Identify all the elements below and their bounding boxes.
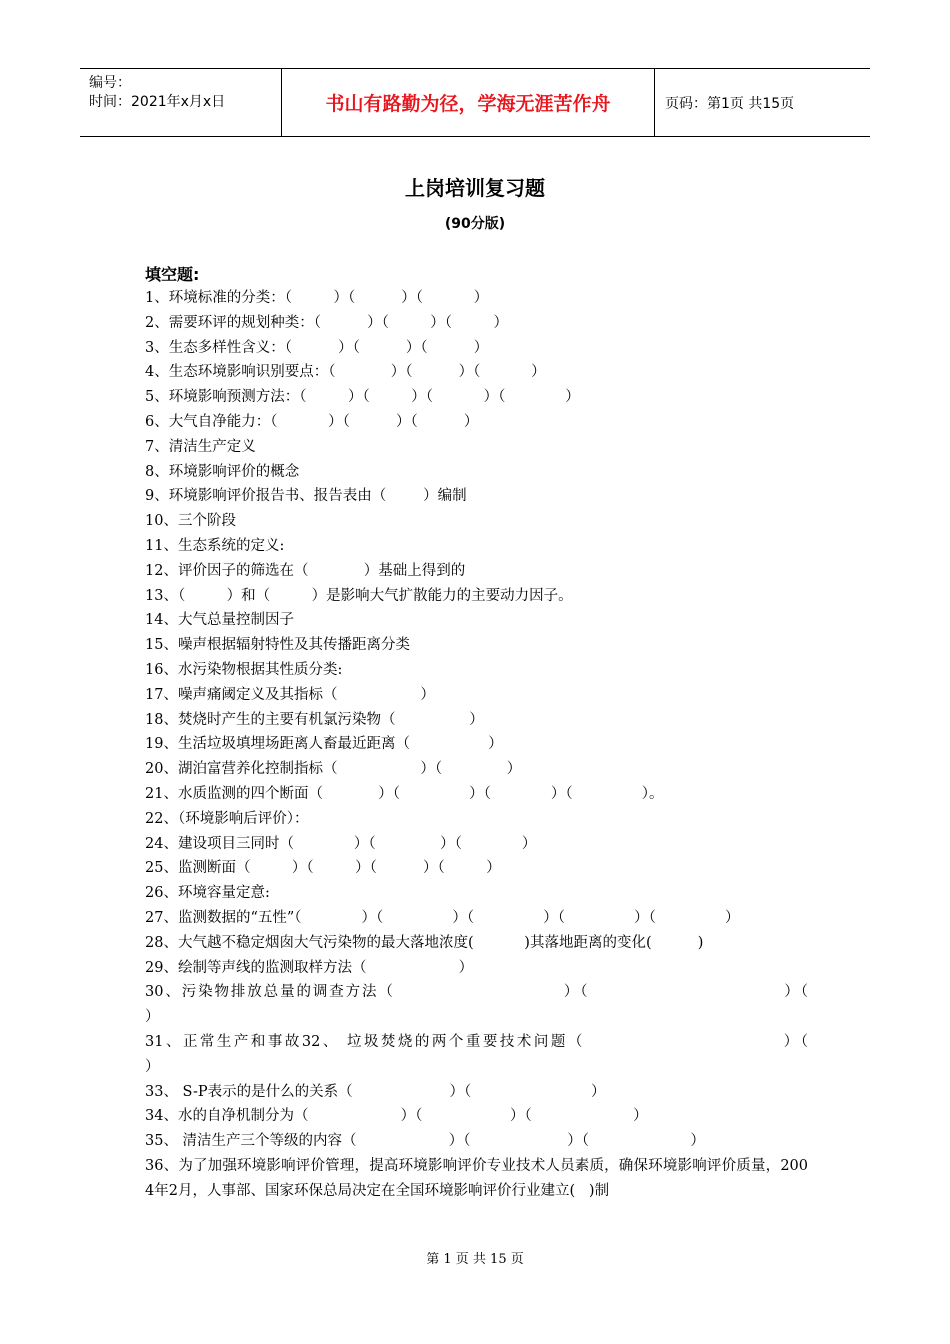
question-item: 11、生态系统的定义: bbox=[145, 537, 285, 554]
question-item: 13、（ ）和（ ）是影响大气扩散能力的主要动力因子。 bbox=[145, 587, 573, 604]
question-item: 21、水质监测的四个断面（ ）（ ）（ ）（ ）。 bbox=[145, 785, 664, 802]
question-item: 9、环境影响评价报告书、报告表由（ ）编制 bbox=[145, 488, 467, 505]
question-item: 19、生活垃圾填埋场距离人畜最近距离（ ） bbox=[145, 736, 503, 753]
question-item: 22、（环境影响后评价）： bbox=[145, 810, 309, 827]
question-item: 7、清洁生产定义 bbox=[145, 438, 256, 455]
header-motto: 书山有路勤为径，学海无涯苦作舟 bbox=[282, 69, 655, 136]
question-item: 16、水污染物根据其性质分类: bbox=[145, 661, 343, 678]
question-item: 18、焚烧时产生的主要有机氯污染物（ ） bbox=[145, 711, 484, 728]
header-page-info: 页码：第1页 共15页 bbox=[665, 95, 795, 112]
question-item: 3、生态多样性含义：（ ）（ ）（ ） bbox=[145, 339, 489, 356]
header-meta bbox=[80, 69, 282, 136]
document-title: 上岗培训复习题 bbox=[405, 176, 545, 200]
question-item: 35、 清洁生产三个等级的内容（ ）（ ）（ ） bbox=[145, 1133, 705, 1150]
document-subtitle: (90分版) bbox=[444, 216, 506, 232]
question-item: 20、湖泊富营养化控制指标（ ）（ ） bbox=[145, 761, 522, 778]
question-item: 1、环境标准的分类：（ ）（ ）（ ） bbox=[145, 290, 489, 306]
question-item: 27、监测数据的“五性”（ ）（ ）（ ）（ ）（ ） bbox=[145, 909, 740, 926]
question-item: 15、噪声根据辐射特性及其传播距离分类 bbox=[145, 637, 410, 654]
question-item: 26、环境容量定意: bbox=[145, 885, 270, 902]
question-item: 2、需要环评的规划种类：（ ）（ ）（ ） bbox=[145, 314, 509, 331]
page-footer: 第 1 页 共 15 页 bbox=[426, 1252, 524, 1267]
question-item: 29、绘制等声线的监测取样方法（ ） bbox=[145, 959, 474, 976]
question-item: 6、大气自净能力：（ ）（ ）（ ） bbox=[145, 413, 479, 430]
question-item: 25、监测断面（ ）（ ）（ ）（ ） bbox=[145, 860, 501, 877]
question-item: 12、评价因子的筛选在（ ）基础上得到的 bbox=[145, 562, 466, 579]
question-item: 28、大气越不稳定烟囱大气污染物的最大落地浓度( )其落地距离的变化( ) bbox=[145, 934, 704, 951]
question-item: 17、噪声痛阈定义及其指标（ ） bbox=[145, 686, 435, 703]
question-item: 30、污染物排放总量的调查方法（ ）（ ）（ ） bbox=[145, 984, 947, 1026]
question-item: 24、建设项目三同时（ ）（ ）（ ） bbox=[145, 835, 537, 852]
question-item: 4、生态环境影响识别要点：（ ）（ ）（ ） bbox=[145, 364, 546, 381]
question-item: 14、大气总量控制因子 bbox=[145, 612, 294, 629]
number-label: 编号： bbox=[89, 75, 131, 91]
question-item: 8、环境影响评价的概念 bbox=[145, 463, 300, 480]
question-item: 31、正常生产和事故32、 垃圾焚烧的两个重要技术问题（ ）（ ） bbox=[145, 1033, 947, 1075]
section-title: 填空题: bbox=[145, 265, 200, 284]
document-header bbox=[80, 68, 870, 137]
question-item: 34、水的自净机制分为（ ）（ ）（ ） bbox=[145, 1108, 648, 1125]
question-item: 36、为了加强环境影响评价管理，提高环境影响评价专业技术人员素质，确保环境影响评价质量，2004年2月，人事部、国家环保总局决定在全国环境影响评价行业建立( )制 bbox=[145, 1157, 808, 1199]
question-item: 10、三个阶段 bbox=[145, 513, 236, 530]
question-item: 5、环境影响预测方法：（ ）（ ）（ ）（ ） bbox=[145, 389, 580, 406]
time-label: 时间：2021年x月x日 bbox=[89, 94, 226, 110]
question-list bbox=[145, 286, 947, 1203]
question-item: 33、 S-P表示的是什么的关系（ ）（ ） bbox=[145, 1083, 606, 1100]
